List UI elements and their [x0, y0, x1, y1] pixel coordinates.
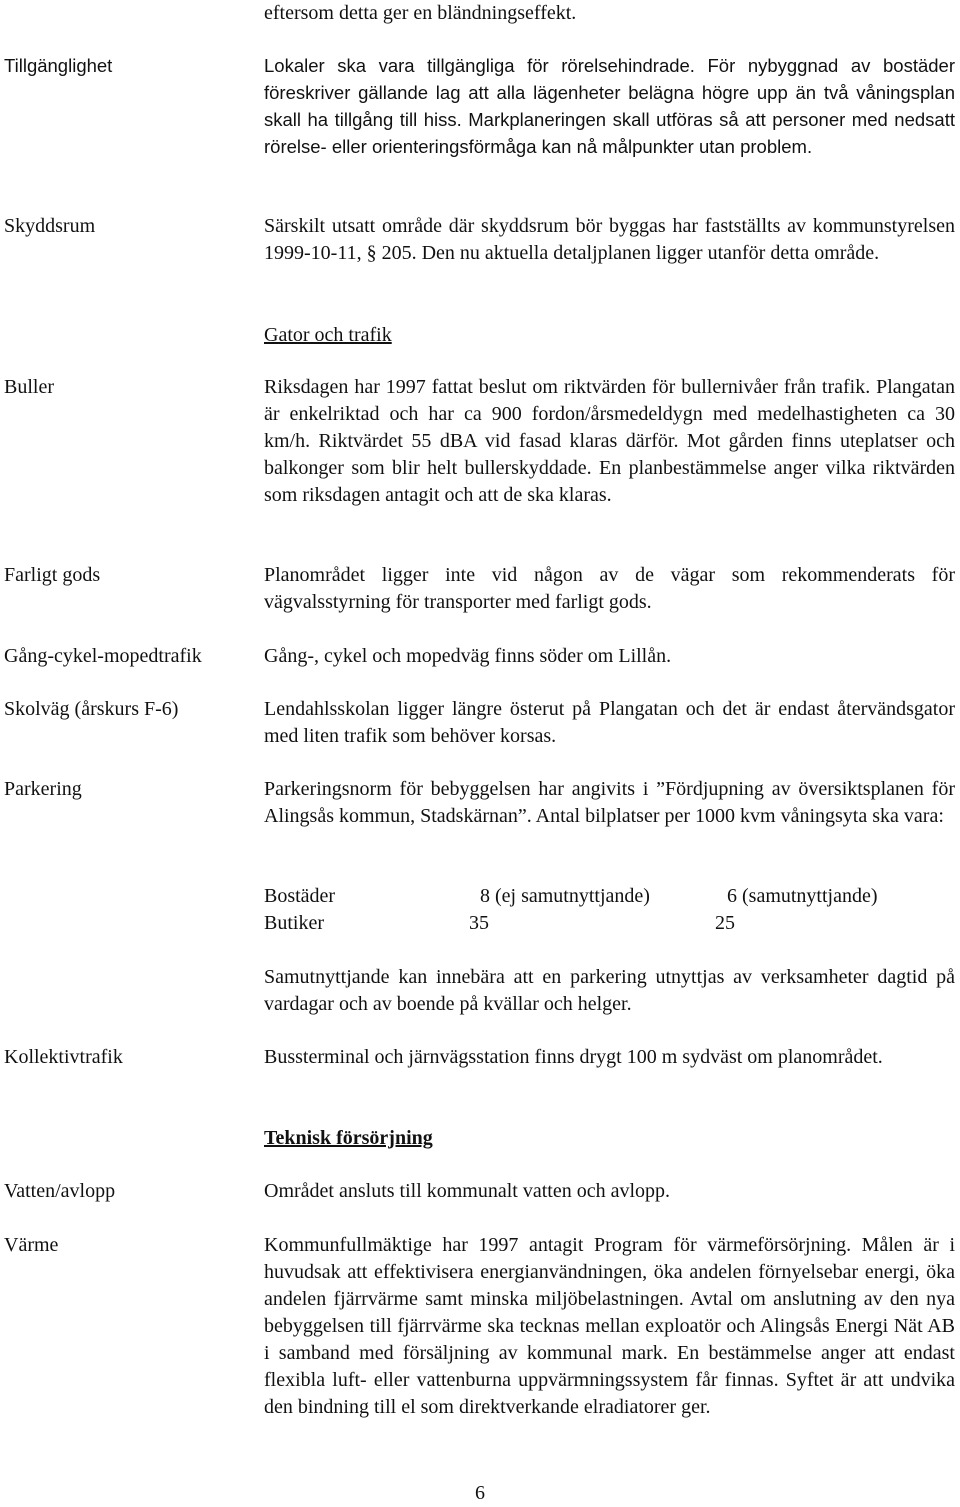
parking-note: Samutnyttjande kan innebära att en parkering utnyttjas av verksamheter dagtid på vardagar och av boende på kvällar och helger. — [264, 966, 955, 1015]
section-text: Parkeringsnorm för bebyggelsen har angivits i ”Fördjupning av översiktsplanen för Alingsås kommun, Stadskärnan”. Antal bilplatser per 1000 kvm våningsyta ska vara: — [264, 778, 955, 827]
page-number: 6 — [475, 1482, 485, 1504]
section-label: Skolväg (årskurs F-6) — [4, 698, 179, 720]
section-label: Skyddsrum — [4, 215, 96, 237]
intro-line: eftersom detta ger en bländningseffekt. — [264, 2, 577, 24]
parking-samutnyttjande: 25 — [715, 912, 735, 934]
section-label: Kollektivtrafik — [4, 1046, 123, 1068]
section-text: Kommunfullmäktige har 1997 antagit Program för värmeförsörjning. Målen är i huvudsak att effektivisera energianvändningen, öka andelen förnyelsebar energi, öka andelen fjärrvärme samt minska miljöbelastningen. Avtal om anslutning av den nya bebyggelsen till fjärrvärme ska tecknas mellan exploatör och Alingsås Energi Nät AB i samband med försäljning av kommunal mark. En bestämmelse anger att endast flexibla luft- eller vattenburna uppvärmningssystem får finnas. Syftet är att undvika den bindning till el som direktverkande elradiatorer ger. — [264, 1234, 955, 1418]
section-text: Bussterminal och järnvägsstation finns drygt 100 m sydväst om planområdet. — [264, 1046, 883, 1068]
section-text: Riksdagen har 1997 fattat beslut om riktvärden för bullernivåer från trafik. Plangatan är enkelriktad och har ca 900 fordon/årsmedeldygn med medelhastigheten ca 30 km/h. Riktvärdet 55 dBA vid fasad klaras därför. Mot gården finns uteplatser och balkonger som blir helt bullerskyddade. En planbestämmelse anger vilka riktvärden som riksdagen antagit och att de ska klaras. — [264, 376, 955, 506]
section-text: Gång-, cykel och mopedväg finns söder om Lillån. — [264, 645, 672, 667]
section-label: Tillgänglighet — [4, 55, 113, 76]
section-text: Området ansluts till kommunalt vatten och avlopp. — [264, 1180, 671, 1202]
parking-type: Butiker — [264, 912, 324, 934]
section-label: Vatten/avlopp — [4, 1180, 116, 1202]
heading-teknisk-forsorjning: Teknisk försörjning — [264, 1127, 433, 1149]
section-text: Planområdet ligger inte vid någon av de vägar som rekommenderats för vägvalsstyrning för transporter med farligt gods. — [264, 564, 955, 613]
parking-samutnyttjande: 6 (samutnyttjande) — [727, 885, 878, 907]
parking-type: Bostäder — [264, 885, 336, 907]
section-label: Värme — [4, 1234, 59, 1256]
section-text: Lokaler ska vara tillgängliga för rörelsehindrade. För nybyggnad av bostäder föreskriver gällande lag att alla lägenheter belägna högre upp än två våningsplan skall ha tillgång till hiss. Markplaneringen skall utföras så att personer med nedsatt rörelse- eller orienteringsförmåga kan nå målpunkter utan problem. — [264, 55, 955, 157]
section-label: Buller — [4, 376, 54, 398]
section-label: Gång-cykel-mopedtrafik — [4, 645, 202, 667]
section-label: Farligt gods — [4, 564, 101, 586]
section-text: Lendahlsskolan ligger längre österut på Plangatan och det är endast återvändsgator med liten trafik som behöver korsas. — [264, 698, 955, 747]
section-label: Parkering — [4, 778, 82, 800]
parking-ej-samutnyttjande: 35 — [469, 912, 489, 934]
parking-ej-samutnyttjande: 8 (ej samutnyttjande) — [480, 885, 650, 907]
section-text: Särskilt utsatt område där skyddsrum bör byggas har fastställts av kommunstyrelsen 1999-10-11, § 205. Den nu aktuella detaljplanen ligger utanför detta område. — [264, 215, 955, 264]
heading-gator-och-trafik: Gator och trafik — [264, 324, 392, 346]
